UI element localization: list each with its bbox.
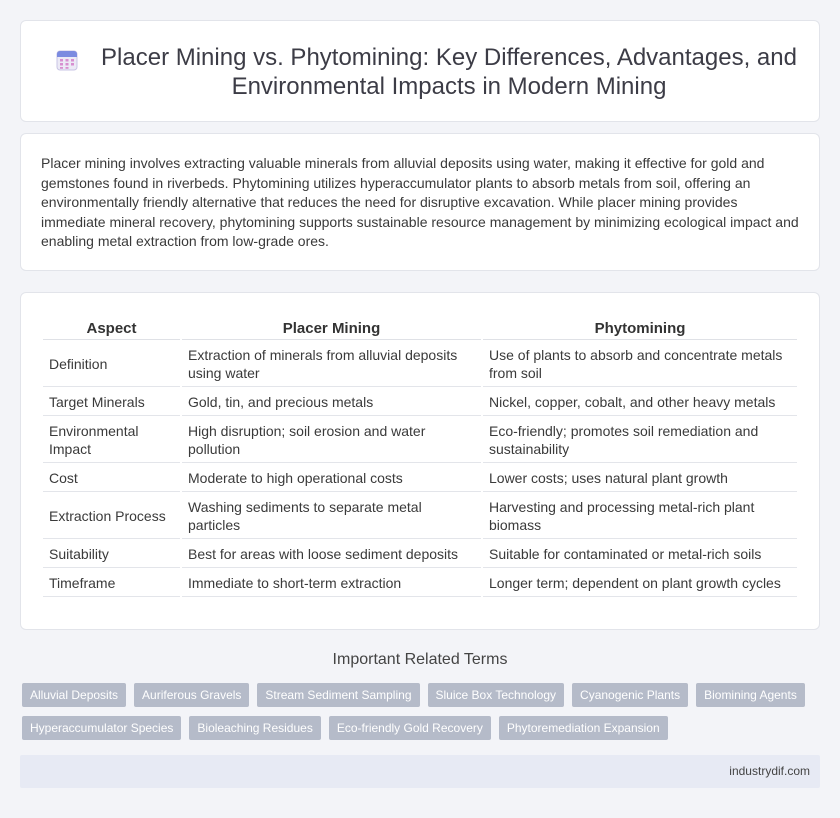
table-row: [43, 494, 797, 539]
table-row: [43, 465, 797, 492]
term-tag[interactable]: Sluice Box Technology: [428, 683, 565, 707]
footer: [20, 755, 820, 788]
row-placer: High disruption; soil erosion and water pollution: [182, 418, 481, 463]
table-row: [43, 418, 797, 463]
related-terms-heading: Important Related Terms: [332, 651, 508, 668]
term-tag[interactable]: Auriferous Gravels: [134, 683, 249, 707]
comparison-table: [41, 313, 799, 599]
related-terms-list: [22, 683, 822, 740]
row-aspect: Cost: [43, 465, 180, 492]
intro-card: [20, 133, 820, 271]
table-row: [43, 541, 797, 568]
row-aspect: Timeframe: [43, 570, 180, 597]
term-tag[interactable]: Bioleaching Residues: [189, 716, 320, 740]
row-placer: Moderate to high operational costs: [182, 465, 481, 492]
intro-paragraph: Placer mining involves extracting valuable minerals from alluvial deposits using water, making it effective for gold and gemstones found in riverbeds. Phytomining utilizes hyperaccumulator plants to absorb metals from soil, offering an environmentally friendly alternative that reduces the need for disruptive excavation. While placer mining provides immediate mineral recovery, phytomining supports sustainable resource management by minimizing ecological impact and enabling metal extraction from low-grade ores.: [41, 155, 799, 249]
term-tag[interactable]: Cyanogenic Plants: [572, 683, 688, 707]
header-phytomining: Phytomining: [483, 315, 797, 340]
row-placer: Immediate to short-term extraction: [182, 570, 481, 597]
row-aspect: Definition: [43, 342, 180, 387]
row-phyto: Harvesting and processing metal-rich plant biomass: [483, 494, 797, 539]
term-tag[interactable]: Hyperaccumulator Species: [22, 716, 181, 740]
row-placer: Washing sediments to separate metal particles: [182, 494, 481, 539]
row-placer: Gold, tin, and precious metals: [182, 389, 481, 416]
row-aspect: Target Minerals: [43, 389, 180, 416]
term-tag[interactable]: Eco-friendly Gold Recovery: [329, 716, 491, 740]
row-phyto: Longer term; dependent on plant growth cycles: [483, 570, 797, 597]
table-row: [43, 389, 797, 416]
header-aspect: Aspect: [43, 315, 180, 340]
term-tag[interactable]: Alluvial Deposits: [22, 683, 126, 707]
row-placer: Best for areas with loose sediment deposits: [182, 541, 481, 568]
row-phyto: Eco-friendly; promotes soil remediation and sustainability: [483, 418, 797, 463]
table-row: [43, 570, 797, 597]
page-title: Placer Mining vs. Phytomining: Key Differences, Advantages, and Environmental Impacts in Modern Mining: [101, 44, 797, 100]
row-aspect: Suitability: [43, 541, 180, 568]
row-phyto: Nickel, copper, cobalt, and other heavy metals: [483, 389, 797, 416]
title-card: [20, 20, 820, 122]
term-tag[interactable]: Biomining Agents: [696, 683, 805, 707]
table-header-row: [43, 315, 797, 340]
row-aspect: Extraction Process: [43, 494, 180, 539]
footer-site-link[interactable]: industrydif.com: [729, 764, 810, 778]
row-phyto: Lower costs; uses natural plant growth: [483, 465, 797, 492]
header-placer-mining: Placer Mining: [182, 315, 481, 340]
term-tag[interactable]: Stream Sediment Sampling: [257, 683, 419, 707]
row-aspect: Environmental Impact: [43, 418, 180, 463]
table-row: [43, 342, 797, 387]
term-tag[interactable]: Phytoremediation Expansion: [499, 716, 668, 740]
row-phyto: Use of plants to absorb and concentrate metals from soil: [483, 342, 797, 387]
comparison-card: [20, 292, 820, 630]
row-phyto: Suitable for contaminated or metal-rich soils: [483, 541, 797, 568]
row-placer: Extraction of minerals from alluvial deposits using water: [182, 342, 481, 387]
